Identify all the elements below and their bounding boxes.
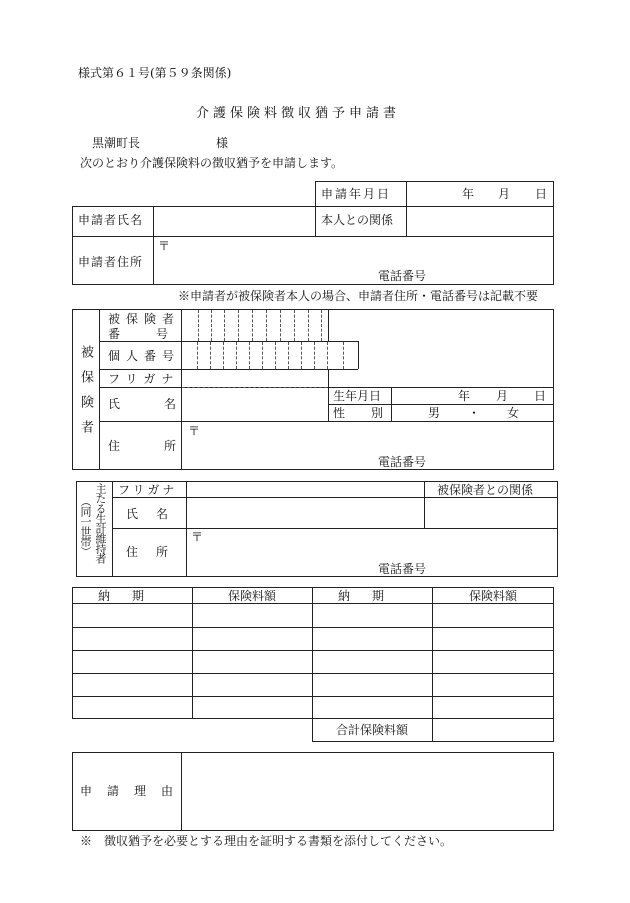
householder-name-label: 氏名 — [126, 507, 187, 521]
table-cell[interactable] — [313, 628, 431, 649]
table-cell[interactable] — [73, 697, 191, 718]
householder-relation-label: 被保険者との関係 — [437, 483, 534, 497]
table-cell[interactable] — [433, 604, 553, 626]
insured-furigana-label: フリガナ — [108, 372, 180, 386]
table-cell[interactable] — [73, 674, 191, 695]
applicant-name-label: 申請者氏名 — [78, 213, 144, 227]
table-cell[interactable] — [433, 651, 553, 672]
table-cell[interactable] — [313, 674, 431, 695]
householder-phone-label: 電話番号 — [378, 562, 427, 576]
table-header-amount-2: 保険料額 — [468, 589, 518, 603]
insured-address-label: 住所 — [108, 439, 221, 453]
insured-address-field[interactable] — [183, 423, 552, 468]
table-cell[interactable] — [73, 628, 191, 649]
applicant-name-field[interactable] — [155, 208, 313, 234]
householder-address-field[interactable] — [188, 530, 556, 575]
table-cell[interactable] — [313, 697, 431, 718]
householder-furigana-field[interactable] — [188, 483, 422, 496]
form-number: 様式第６１号(第５９条関係) — [78, 66, 232, 80]
postal-mark: 〒 — [158, 239, 171, 253]
table-cell[interactable] — [193, 628, 311, 649]
reason-field[interactable] — [183, 754, 552, 829]
reason-label: 申請理由 — [80, 784, 189, 798]
birth-date-label: 生年月日 — [333, 389, 382, 403]
table-cell[interactable] — [313, 651, 431, 672]
householder-address-label: 住所 — [126, 545, 187, 559]
date-unit-year: 年 — [462, 187, 475, 201]
date-unit-month: 月 — [498, 187, 511, 201]
application-date-label: 申請年月日 — [321, 187, 392, 201]
addressee-honorific: 様 — [216, 136, 229, 150]
birth-unit-year: 年 — [458, 389, 471, 403]
table-cell[interactable] — [433, 697, 553, 718]
page-title: 介護保険料徴収猶予申請書 — [195, 106, 401, 121]
table-cell[interactable] — [313, 604, 431, 626]
householder-section-sub: （同一世帯） — [79, 496, 92, 556]
birth-unit-day: 日 — [534, 389, 547, 403]
total-premium-label: 合計保険料額 — [335, 723, 409, 737]
table-header-due-1: 納期 — [97, 589, 167, 603]
table-header-amount-1: 保険料額 — [227, 589, 277, 603]
birth-date-field[interactable] — [393, 388, 552, 403]
householder-relation-field[interactable] — [426, 499, 556, 526]
applicant-address-label: 申請者住所 — [78, 255, 144, 269]
table-cell[interactable] — [433, 628, 553, 649]
householder-furigana-label: フリガナ — [118, 483, 178, 497]
sex-option-male[interactable]: 男 — [428, 406, 441, 420]
date-unit-day: 日 — [535, 187, 548, 201]
applicant-note: ※申請者が被保険者本人の場合、申請者住所・電話番号は記載不要 — [178, 289, 539, 303]
mynumber-label: 個人番号 — [108, 349, 181, 363]
sex-label: 性別 — [333, 406, 410, 420]
insured-name-label: 氏名 — [108, 397, 221, 411]
insured-postal-mark: 〒 — [188, 424, 201, 438]
sex-separator: ・ — [468, 406, 481, 420]
insured-furigana-field[interactable] — [183, 371, 326, 386]
table-header-due-2: 納期 — [337, 589, 407, 603]
table-cell[interactable] — [193, 651, 311, 672]
addressee-name: 黒潮町長 — [92, 136, 141, 150]
table-cell[interactable] — [433, 674, 553, 695]
applicant-address-field[interactable] — [155, 238, 552, 283]
insured-number-label-2: 番号 — [108, 327, 205, 341]
table-cell[interactable] — [193, 604, 311, 626]
total-premium-field[interactable] — [434, 720, 552, 740]
intro-text: 次のとおり介護保険料の徴収猶予を申請します。 — [80, 156, 344, 170]
table-cell[interactable] — [193, 697, 311, 718]
householder-postal-mark: 〒 — [191, 530, 204, 544]
insured-number-label-1: 被保険者 — [108, 312, 181, 326]
table-cell[interactable] — [193, 674, 311, 695]
insured-number-field[interactable] — [183, 311, 326, 339]
birth-unit-month: 月 — [496, 389, 509, 403]
insured-section-label: 被保険者 — [78, 345, 93, 445]
application-date-field[interactable] — [408, 183, 552, 205]
table-cell[interactable] — [73, 604, 191, 626]
mynumber-field[interactable] — [183, 343, 356, 367]
footer-note: ※ 徴収猶予を必要とする理由を証明する書類を添付してください。 — [80, 834, 453, 848]
sex-option-female[interactable]: 女 — [507, 406, 520, 420]
householder-section-label: 主たる生計維持者 — [94, 483, 107, 563]
relation-label: 本人との関係 — [321, 213, 394, 227]
relation-field[interactable] — [408, 208, 552, 234]
applicant-phone-label: 電話番号 — [378, 269, 427, 283]
insured-name-field[interactable] — [183, 389, 326, 419]
insured-phone-label: 電話番号 — [378, 455, 427, 469]
table-cell[interactable] — [73, 651, 191, 672]
householder-name-field[interactable] — [188, 499, 422, 526]
